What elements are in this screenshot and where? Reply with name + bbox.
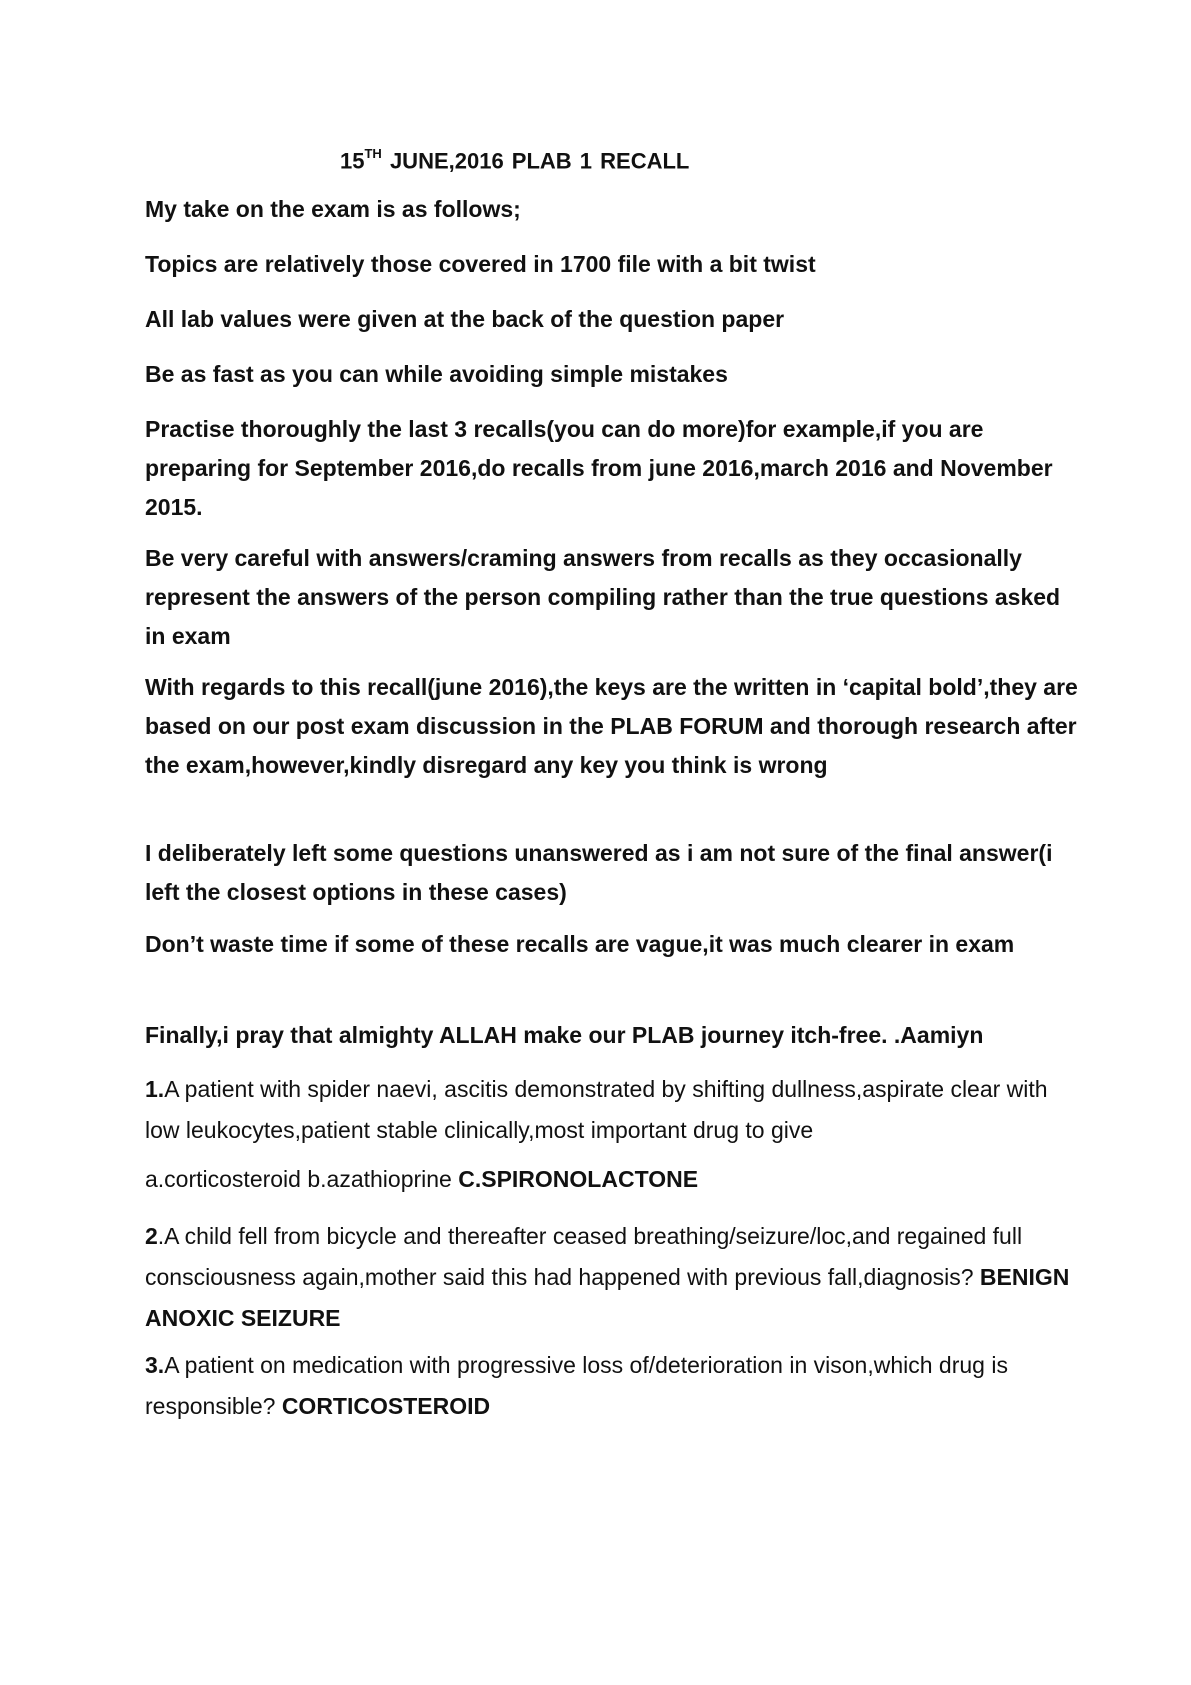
question-1-options (145, 1159, 1085, 1200)
intro-paragraph: Be as fast as you can while avoiding simple mistakes (145, 361, 728, 387)
intro-paragraph: With regards to this recall(june 2016),the keys are the written in ‘capital bold’,they are based on our post exam discussion in the PLAB FORUM and thorough research after the exam,however,kindly disregard any key you think is wrong (145, 674, 1078, 778)
intro-paragraph: Practise thoroughly the last 3 recalls(you can do more)for example,if you are preparing for September 2016,do recalls from june 2016,march 2016 and November 2015. (145, 416, 1053, 520)
intro-paragraph: All lab values were given at the back of the question paper (145, 306, 785, 332)
title-rest: JUNE,2016 PLAB 1 RECALL (381, 148, 690, 174)
question-3 (145, 1345, 1085, 1427)
question-text: .A child fell from bicycle and thereafter ceased breathing/seizure/loc,and regained full consciousness again,mother said this had happened with previous fall,diagnosis? (145, 1223, 1023, 1290)
answer-key: C.SPIRONOLACTONE (458, 1166, 699, 1192)
question-text: A patient on medication with progressive loss of/deterioration in vison,which drug is responsible? (145, 1352, 1008, 1419)
question-number: 2 (145, 1223, 158, 1249)
answer-key: CORTICOSTEROID (281, 1393, 491, 1419)
intro-paragraph: My take on the exam is as follows; (145, 196, 521, 222)
question-number: 3. (145, 1352, 165, 1378)
intro-paragraph: Be very careful with answers/craming answers from recalls as they occasionally represent the answers of the person compiling rather than the true questions asked in exam (145, 545, 1061, 649)
intro-paragraph: Topics are relatively those covered in 1700 file with a bit twist (145, 251, 816, 277)
question-2 (145, 1216, 1085, 1339)
question-1 (145, 1069, 1085, 1151)
intro-paragraph: I deliberately left some questions unanswered as i am not sure of the final answer(i left the closest options in these cases) (145, 840, 1053, 905)
answer-key: BENIGN ANOXIC SEIZURE (145, 1264, 1070, 1331)
answer-options: a.corticosteroid b.azathioprine (145, 1166, 459, 1192)
title-day: 15 (340, 148, 365, 174)
title-suffix: TH (364, 146, 382, 161)
question-text: A patient with spider naevi, ascitis demonstrated by shifting dullness,aspirate clear with low leukocytes,patient stable clinically,most important drug to give (145, 1076, 1048, 1143)
intro-paragraph: Don’t waste time if some of these recalls are vague,it was much clearer in exam (145, 931, 1015, 957)
page-title (340, 148, 689, 174)
question-number: 1. (145, 1076, 165, 1102)
intro-paragraph: Finally,i pray that almighty ALLAH make our PLAB journey itch-free. .Aamiyn (145, 1022, 984, 1048)
